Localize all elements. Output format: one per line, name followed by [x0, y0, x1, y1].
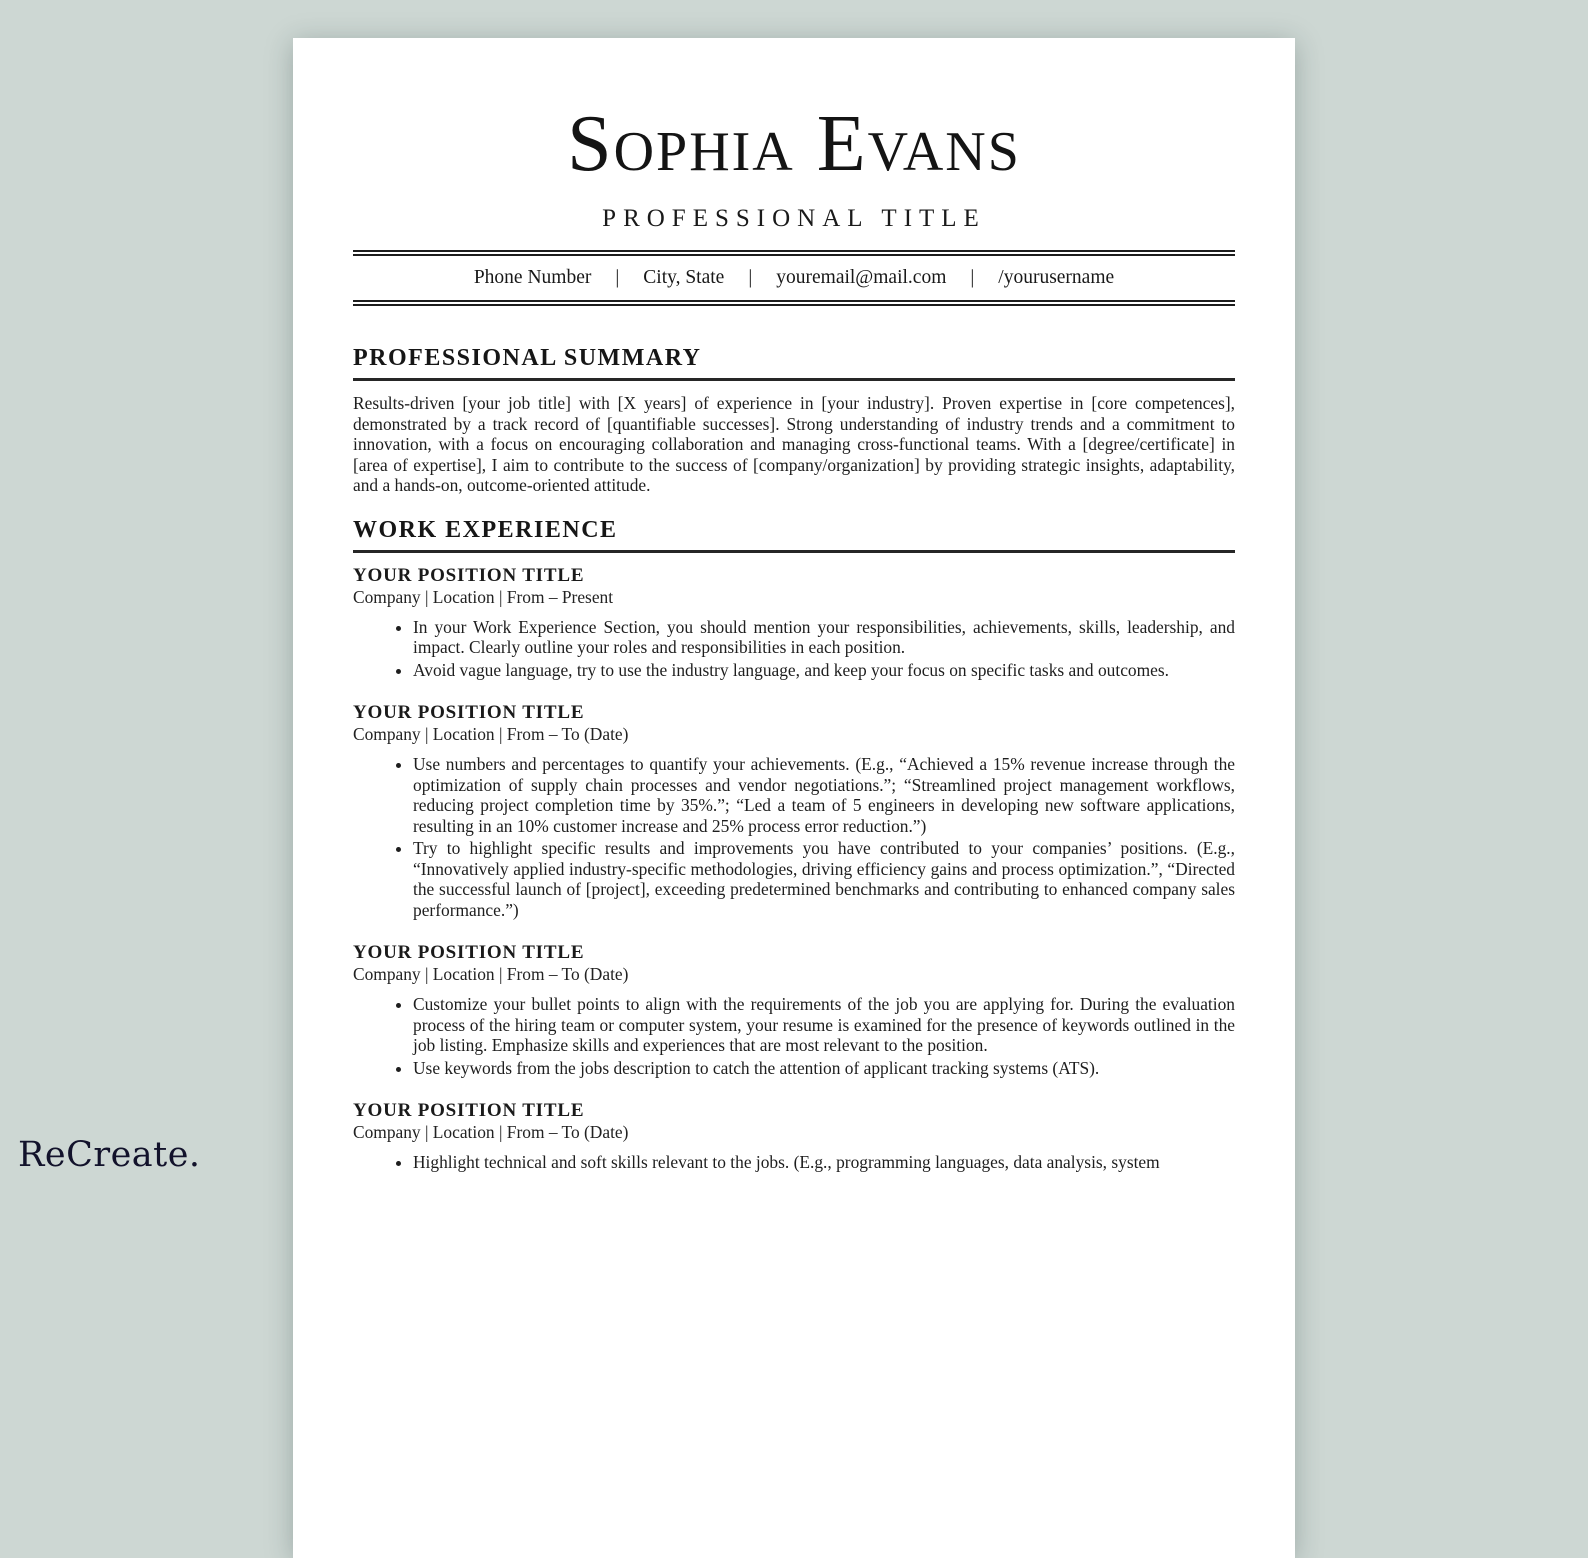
bullet-item: • Avoid vague language, try to use the industry language, and keep your focus on specific tasks and outcomes.: [413, 660, 1235, 681]
job-entry: [353, 565, 1235, 681]
resume-page: [293, 38, 1295, 1558]
job-bullet-list: [353, 1152, 1235, 1173]
contact-separator: |: [970, 267, 975, 288]
job-entry: [353, 702, 1235, 920]
contact-location: City, State: [643, 267, 725, 288]
section-heading-summary: PROFESSIONAL SUMMARY: [353, 344, 1235, 381]
section-heading-experience: WORK EXPERIENCE: [353, 516, 1235, 553]
bullet-item: • Highlight technical and soft skills relevant to the jobs. (E.g., programming languages, data analysis, system: [413, 1152, 1235, 1173]
job-entry: [353, 942, 1235, 1078]
contact-username: /yourusername: [998, 267, 1115, 288]
watermark: ReCreate.: [18, 1135, 201, 1175]
work-experience-section: [353, 516, 1235, 1173]
job-meta: Company | Location | From – To (Date): [353, 1122, 629, 1142]
job-title: YOUR POSITION TITLE: [353, 942, 585, 963]
job-title: YOUR POSITION TITLE: [353, 702, 585, 723]
resume-name: Sophia Evans: [567, 100, 1021, 188]
resume-header: [353, 100, 1235, 306]
bullet-item: • Customize your bullet points to align with the requirements of the job you are applying for. During the evaluation process of the hiring team or computer system, your resume is examined for the presence of keywords outlined in the job listing. Emphasize skills and experiences that are most relevant to the position.: [413, 994, 1235, 1056]
bullet-item: • Use keywords from the jobs description to catch the attention of applicant tracking systems (ATS).: [413, 1058, 1235, 1079]
job-meta: Company | Location | From – To (Date): [353, 964, 629, 984]
professional-summary-section: [353, 344, 1235, 496]
bullet-item: • Use numbers and percentages to quantify your achievements. (E.g., “Achieved a 15% revenue increase through the optimization of supply chain processes and vendor negotiations.”; “Streamlined project management workflows, reducing project completion time by 35%.”; “Led a team of 5 engineers in developing new software applications, resulting in an 10% customer increase and 25% process error reduction.”): [413, 754, 1235, 836]
bullet-item: • In your Work Experience Section, you should mention your responsibilities, achievements, skills, leadership, and impact. Clearly outline your roles and responsibilities in each position.: [413, 617, 1235, 658]
contact-separator: |: [748, 267, 753, 288]
job-bullet-list: [353, 994, 1235, 1078]
job-bullet-list: [353, 617, 1235, 681]
job-title: YOUR POSITION TITLE: [353, 1100, 585, 1121]
job-title: YOUR POSITION TITLE: [353, 564, 585, 586]
bullet-item: • Try to highlight specific results and improvements you have contributed to your companies’ positions. (E.g., “Innovatively applied industry-specific methodologies, driving efficiency gains and process optimization.”, “Directed the successful launch of [project], exceeding predetermined benchmarks and contributing to enhanced company sales performance.”): [413, 838, 1235, 920]
contact-bar: [353, 250, 1235, 306]
job-bullet-list: [353, 754, 1235, 920]
contact-phone: Phone Number: [473, 267, 592, 288]
job-meta: Company | Location | From – To (Date): [353, 724, 629, 744]
job-meta: Company | Location | From – Present: [353, 586, 614, 607]
job-entry: [353, 1100, 1235, 1173]
contact-email: youremail@mail.com: [776, 267, 947, 288]
resume-professional-title: PROFESSIONAL TITLE: [602, 205, 986, 232]
contact-separator: |: [615, 267, 620, 288]
summary-text: Results-driven [your job title] with [X years] of experience in [your industry]. Proven expertise in [core competences], demonstrated by a track record of [quantifiable successes]. Strong understanding of industry trends and a commitment to innovation, with a focus on encouraging collaboration and managing cross-functional teams. With a [degree/certificate] in [area of expertise], I aim to contribute to the success of [company/organization] by providing strategic insights, adaptability, and a hands-on, outcome-oriented attitude.: [353, 393, 1235, 495]
